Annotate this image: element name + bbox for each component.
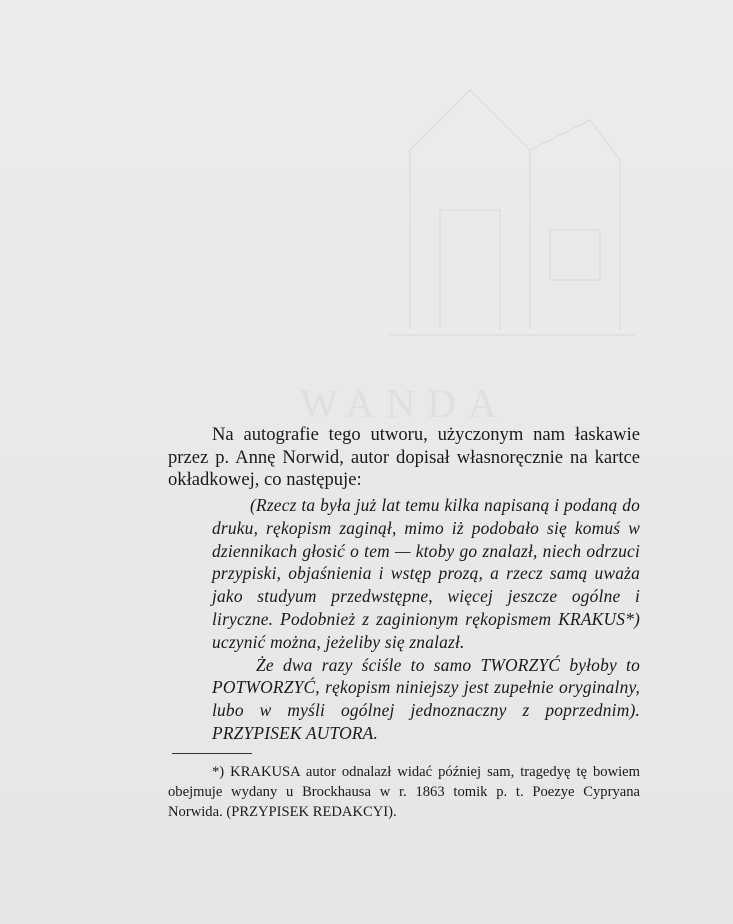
author-note bbox=[212, 494, 640, 745]
footnote bbox=[168, 762, 640, 822]
intro-paragraph bbox=[168, 424, 640, 492]
intro-text: Na autografie tego utworu, użyczonym nam łaskawie przez p. Annę Norwid, autor dopisał własnoręcznie na kartce okładkowej, co następuje: bbox=[168, 424, 640, 490]
author-note-paragraph-2: Że dwa razy ściśle to samo TWORZYĆ byłoby to POTWORZYĆ, rękopism niniejszy jest zupełnie oryginalny, lubo w myśli ogólnej jednoznaczny z poprzednim). PRZYPISEK AUTORA. bbox=[212, 654, 640, 743]
footnote-divider bbox=[172, 753, 252, 754]
bleed-through-title: WANDA bbox=[300, 381, 509, 426]
footnote-text: *) KRAKUSA autor odnalazł widać później sam, tragedyę tę bowiem obejmuje wydany u Brockhausa w r. 1863 tomik p. t. Poezye Cypryana Norwida. (PRZYPISEK REDAKCYI). bbox=[168, 764, 640, 820]
author-note-paragraph-1: (Rzecz ta była już lat temu kilka napisaną i podaną do druku, rękopism zaginął, mimo iż podobało się komuś w dziennikach głosić o tem — ktoby go znalazł, niech odrzuci przypiski, objaśnienia i wstęp prozą, a rzecz samą uważa jako studyum przedwstępne, więcej jeszcze ogólne i liryczne. Podobnież z zaginionym rękopismem KRAKUS*) uczynić można, jeżeliby się znalazł. bbox=[212, 495, 640, 652]
bleed-through-illustration bbox=[380, 30, 640, 350]
